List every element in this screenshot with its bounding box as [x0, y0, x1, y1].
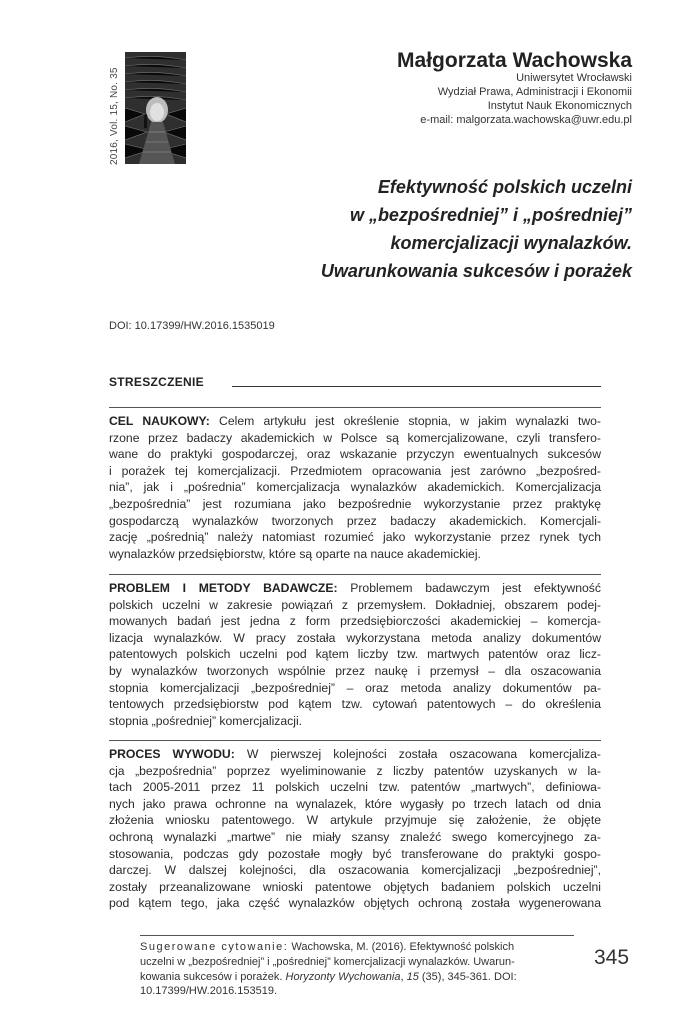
text-line: tentowych przedsiębiorstw pod kątem tzw. cytowań patentowych – do określenia [109, 697, 601, 712]
text-line: wane do praktyki gospodarczej, oraz wskazanie przyczyn ewentualnych sukcesów [109, 447, 601, 462]
section-label: CEL NAUKOWY: [109, 414, 210, 428]
text-line: wynalazków przedsiębiorstw, które są oparte na nauce akademickiej. [109, 546, 481, 561]
section-divider [109, 574, 601, 575]
affiliation-university: Uniwersytet Wrocławski [516, 72, 632, 84]
text-line: stopnia komercjalizacji „bezpośredniej” – oraz metoda analizy dokumentów pa- [109, 680, 601, 695]
page-number: 345 [594, 946, 630, 969]
text-line: Celem artykułu jest określenie stopnia, w jakim wynalazki two- [209, 414, 601, 428]
volume-note: 2016, Vol. 15, No. 35 [109, 67, 120, 165]
abstract-heading: STRESZCZENIE [109, 375, 204, 389]
text-line: „bezpośrednia” jest rozumiana jako bezpośrednie wykorzystanie przez praktykę [109, 496, 601, 511]
text-line: i porażek tej komercjalizacji. Przedmiotem opracowania jest zarówno „bezpośred- [109, 463, 601, 478]
section-label: PROBLEM I METODY BADAWCZE: [109, 581, 338, 595]
title-line: Uwarunkowania sukcesów i porażek [320, 261, 632, 281]
text-line: lizacja wynalazków. W pracy została wykorzystana metoda analizy dokumentów [109, 630, 601, 645]
section-divider [109, 740, 601, 741]
title-line: w „bezpośredniej” i „pośredniej” [349, 205, 632, 225]
citation-text: kowania sukcesów i porażek. [140, 970, 286, 983]
citation-label: Sugerowane cytowanie: [140, 941, 289, 953]
section-cel-naukowy [109, 413, 601, 562]
article-title [212, 173, 632, 285]
section-proces-wywodu [109, 746, 601, 912]
text-line: rzone przez badaczy akademickich w Polsce są komercjalizowane, czyli transfero- [109, 430, 601, 445]
citation-doi: 10.17399/HW.2016.153519. [140, 985, 278, 998]
text-line: stosowania, podczas gdy pozostałe mogły być transferowane do praktyki gospo- [109, 846, 601, 861]
affiliation-institute: Instytut Nauk Ekonomicznych [487, 100, 632, 112]
cover-artwork-image [125, 52, 186, 164]
author-name: Małgorzata Wachowska [397, 49, 632, 72]
title-line: komercjalizacji wynalazków. [390, 233, 632, 253]
text-line: pod kątem tego, jaka część wynalazków objętych ochroną została wygenerowana [109, 896, 601, 911]
text-line: stopnia „pośredniej” komercjalizacji. [109, 713, 303, 728]
text-line: tach 2005-2011 przez 11 polskich uczelni tzw. patentów „martwych”, definiowa- [109, 780, 601, 795]
text-line: darczej. W dalszej kolejności, dla oszacowania komercjalizacji „bezpośredniej”, [109, 863, 601, 878]
abstract-heading-rule [232, 386, 601, 387]
citation-text: Wachowska, M. (2016). Efektywność polskich [288, 941, 515, 953]
title-line: Efektywność polskich uczelni [377, 177, 632, 197]
text-line: mowanych badań jest jedna z form przedsiębiorczości akademickiej – komercja- [109, 614, 601, 629]
citation-text: (35), 345-361. DOI: [418, 970, 517, 983]
text-line: patentowych polskich uczelni pod kątem liczby tzw. martwych patentów oraz licz- [109, 647, 601, 662]
text-line: ochroną wynalazki „martwe” nie miały szansy znaleźć swego komercyjnego za- [109, 829, 601, 844]
text-line: cja „bezpośrednia” poprzez wyeliminowanie z liczby patentów uzyskanych w la- [109, 763, 601, 778]
citation-journal: Horyzonty Wychowania [285, 970, 401, 983]
citation-volume: 15 [406, 970, 419, 983]
text-line: nia”, jak i „pośrednia” komercjalizacja wynalazków akademickich. Komercjalizacja [109, 480, 601, 495]
text-line: polskich uczelni w zakresie powiązań z przemysłem. Dokładniej, obszarem podej- [109, 597, 601, 612]
affiliation-email: e-mail: malgorzata.wachowska@uwr.edu.pl [420, 114, 632, 126]
section-divider [109, 407, 601, 408]
text-line: Problemem badawczym jest efektywność [337, 581, 601, 595]
text-line: zostały przeanalizowane wnioski patentowe objętych badaniem polskich uczelni [109, 879, 601, 894]
section-label: PROCES WYWODU: [109, 747, 235, 761]
citation-text: uczelni w „bezpośredniej” i „pośredniej” komercjalizacji wynalazków. Uwarun- [140, 955, 515, 968]
text-line: gospodarczą wynalazków tworzonych przez badaczy akademickich. Komercjali- [109, 513, 601, 528]
text-line: zację „pośrednią” należy natomiast rozumieć jako wykorzystanie przez rynek tych [109, 530, 601, 545]
text-line: by wynalazków tworzonych wspólnie przez naukę i przemysł – dla oszacowania [109, 663, 601, 678]
suggested-citation [140, 935, 574, 999]
text-line: W pierwszej kolejności została oszacowana komercjaliza- [234, 747, 601, 761]
citation-text: , [400, 970, 407, 983]
affiliation-faculty: Wydział Prawa, Administracji i Ekonomii [437, 86, 632, 98]
text-line: nych jako prawa ochronne na wynalazek, które wygasły po trzech latach od dnia [109, 796, 601, 811]
text-line: złożenia wniosku patentowego. W artykule przyjmuje się założenie, że objęte [109, 813, 601, 828]
section-problem-metody [109, 580, 601, 729]
doi: DOI: 10.17399/HW.2016.1535019 [109, 320, 275, 332]
